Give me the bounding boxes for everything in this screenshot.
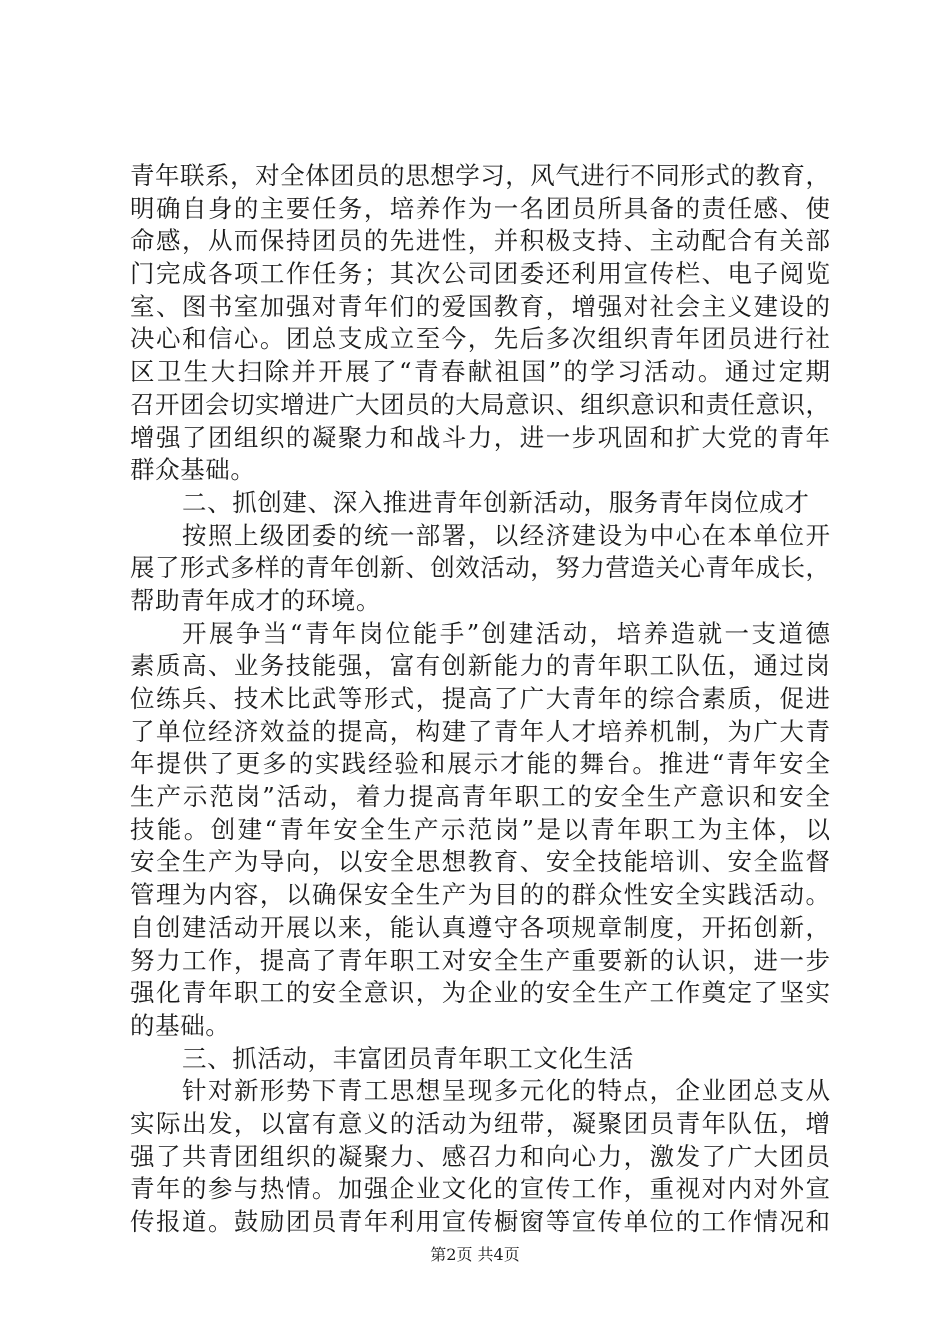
text-line: 召开团会切实增进广大团员的大局意识、组织意识和责任意识， [130, 389, 830, 419]
text-line: 帮助青年成才的环境。 [130, 585, 381, 615]
page-footer: 第2页 共4页 [430, 1245, 520, 1264]
text-line: 增强了团组织的凝聚力和战斗力，进一步巩固和扩大党的青年 [130, 422, 830, 452]
text-line: 室、图书室加强对青年们的爱国教育，增强对社会主义建设的 [130, 291, 830, 321]
text-line: 年提供了更多的实践经验和展示才能的舞台。推进“青年安全 [130, 749, 830, 779]
text-line: 按照上级团委的统一部署，以经济建设为中心在本单位开 [182, 520, 830, 550]
text-line: 青年的参与热情。加强企业文化的宣传工作，重视对内对外宣 [130, 1174, 830, 1204]
text-line: 的基础。 [130, 1010, 231, 1040]
text-line: 素质高、业务技能强，富有创新能力的青年职工队伍，通过岗 [130, 651, 830, 681]
text-line: 了单位经济效益的提高，构建了青年人才培养机制，为广大青 [130, 716, 830, 746]
section-heading-3: 三、抓活动，丰富团员青年职工文化生活 [182, 1043, 634, 1073]
text-line: 安全生产为导向，以安全思想教育、安全技能培训、安全监督 [130, 847, 830, 877]
text-line: 开展争当“青年岗位能手”创建活动，培养造就一支道德 [182, 618, 830, 648]
text-line: 门完成各项工作任务；其次公司团委还利用宣传栏、电子阅览 [130, 259, 830, 289]
text-line: 区卫生大扫除并开展了“青春献祖国”的学习活动。通过定期 [130, 357, 830, 387]
text-line: 生产示范岗”活动，着力提高青年职工的安全生产意识和安全 [130, 782, 830, 812]
text-line: 努力工作，提高了青年职工对安全生产重要新的认识，进一步 [130, 945, 830, 975]
text-line: 决心和信心。团总支成立至今，先后多次组织青年团员进行社 [130, 324, 830, 354]
text-line: 技能。创建“青年安全生产示范岗”是以青年职工为主体，以 [130, 814, 830, 844]
text-line: 实际出发，以富有意义的活动为纽带，凝聚团员青年队伍，增 [130, 1108, 830, 1138]
text-line: 位练兵、技术比武等形式，提高了广大青年的综合素质，促进 [130, 684, 830, 713]
text-line: 强了共青团组织的凝聚力、感召力和向心力，激发了广大团员 [130, 1141, 830, 1171]
text-line: 青年联系，对全体团员的思想学习，风气进行不同形式的教育， [130, 161, 830, 190]
text-line: 群众基础。 [130, 455, 256, 485]
section-heading-2: 二、抓创建、深入推进青年创新活动，服务青年岗位成才 [182, 487, 810, 517]
text-line: 明确自身的主要任务，培养作为一名团员所具备的责任感、使 [130, 193, 830, 223]
text-line: 针对新形势下青工思想呈现多元化的特点，企业团总支从 [182, 1076, 830, 1106]
text-line: 强化青年职工的安全意识，为企业的安全生产工作奠定了坚实 [130, 978, 830, 1008]
text-line: 传报道。鼓励团员青年利用宣传橱窗等宣传单位的工作情况和 [130, 1207, 830, 1236]
text-line: 命感，从而保持团员的先进性，并积极支持、主动配合有关部 [130, 226, 830, 256]
text-line: 自创建活动开展以来，能认真遵守各项规章制度，开拓创新， [130, 912, 830, 942]
text-line: 展了形式多样的青年创新、创效活动，努力营造关心青年成长， [130, 553, 830, 583]
document-body [130, 160, 830, 1239]
text-line: 管理为内容，以确保安全生产为目的的群众性安全实践活动。 [130, 880, 830, 910]
